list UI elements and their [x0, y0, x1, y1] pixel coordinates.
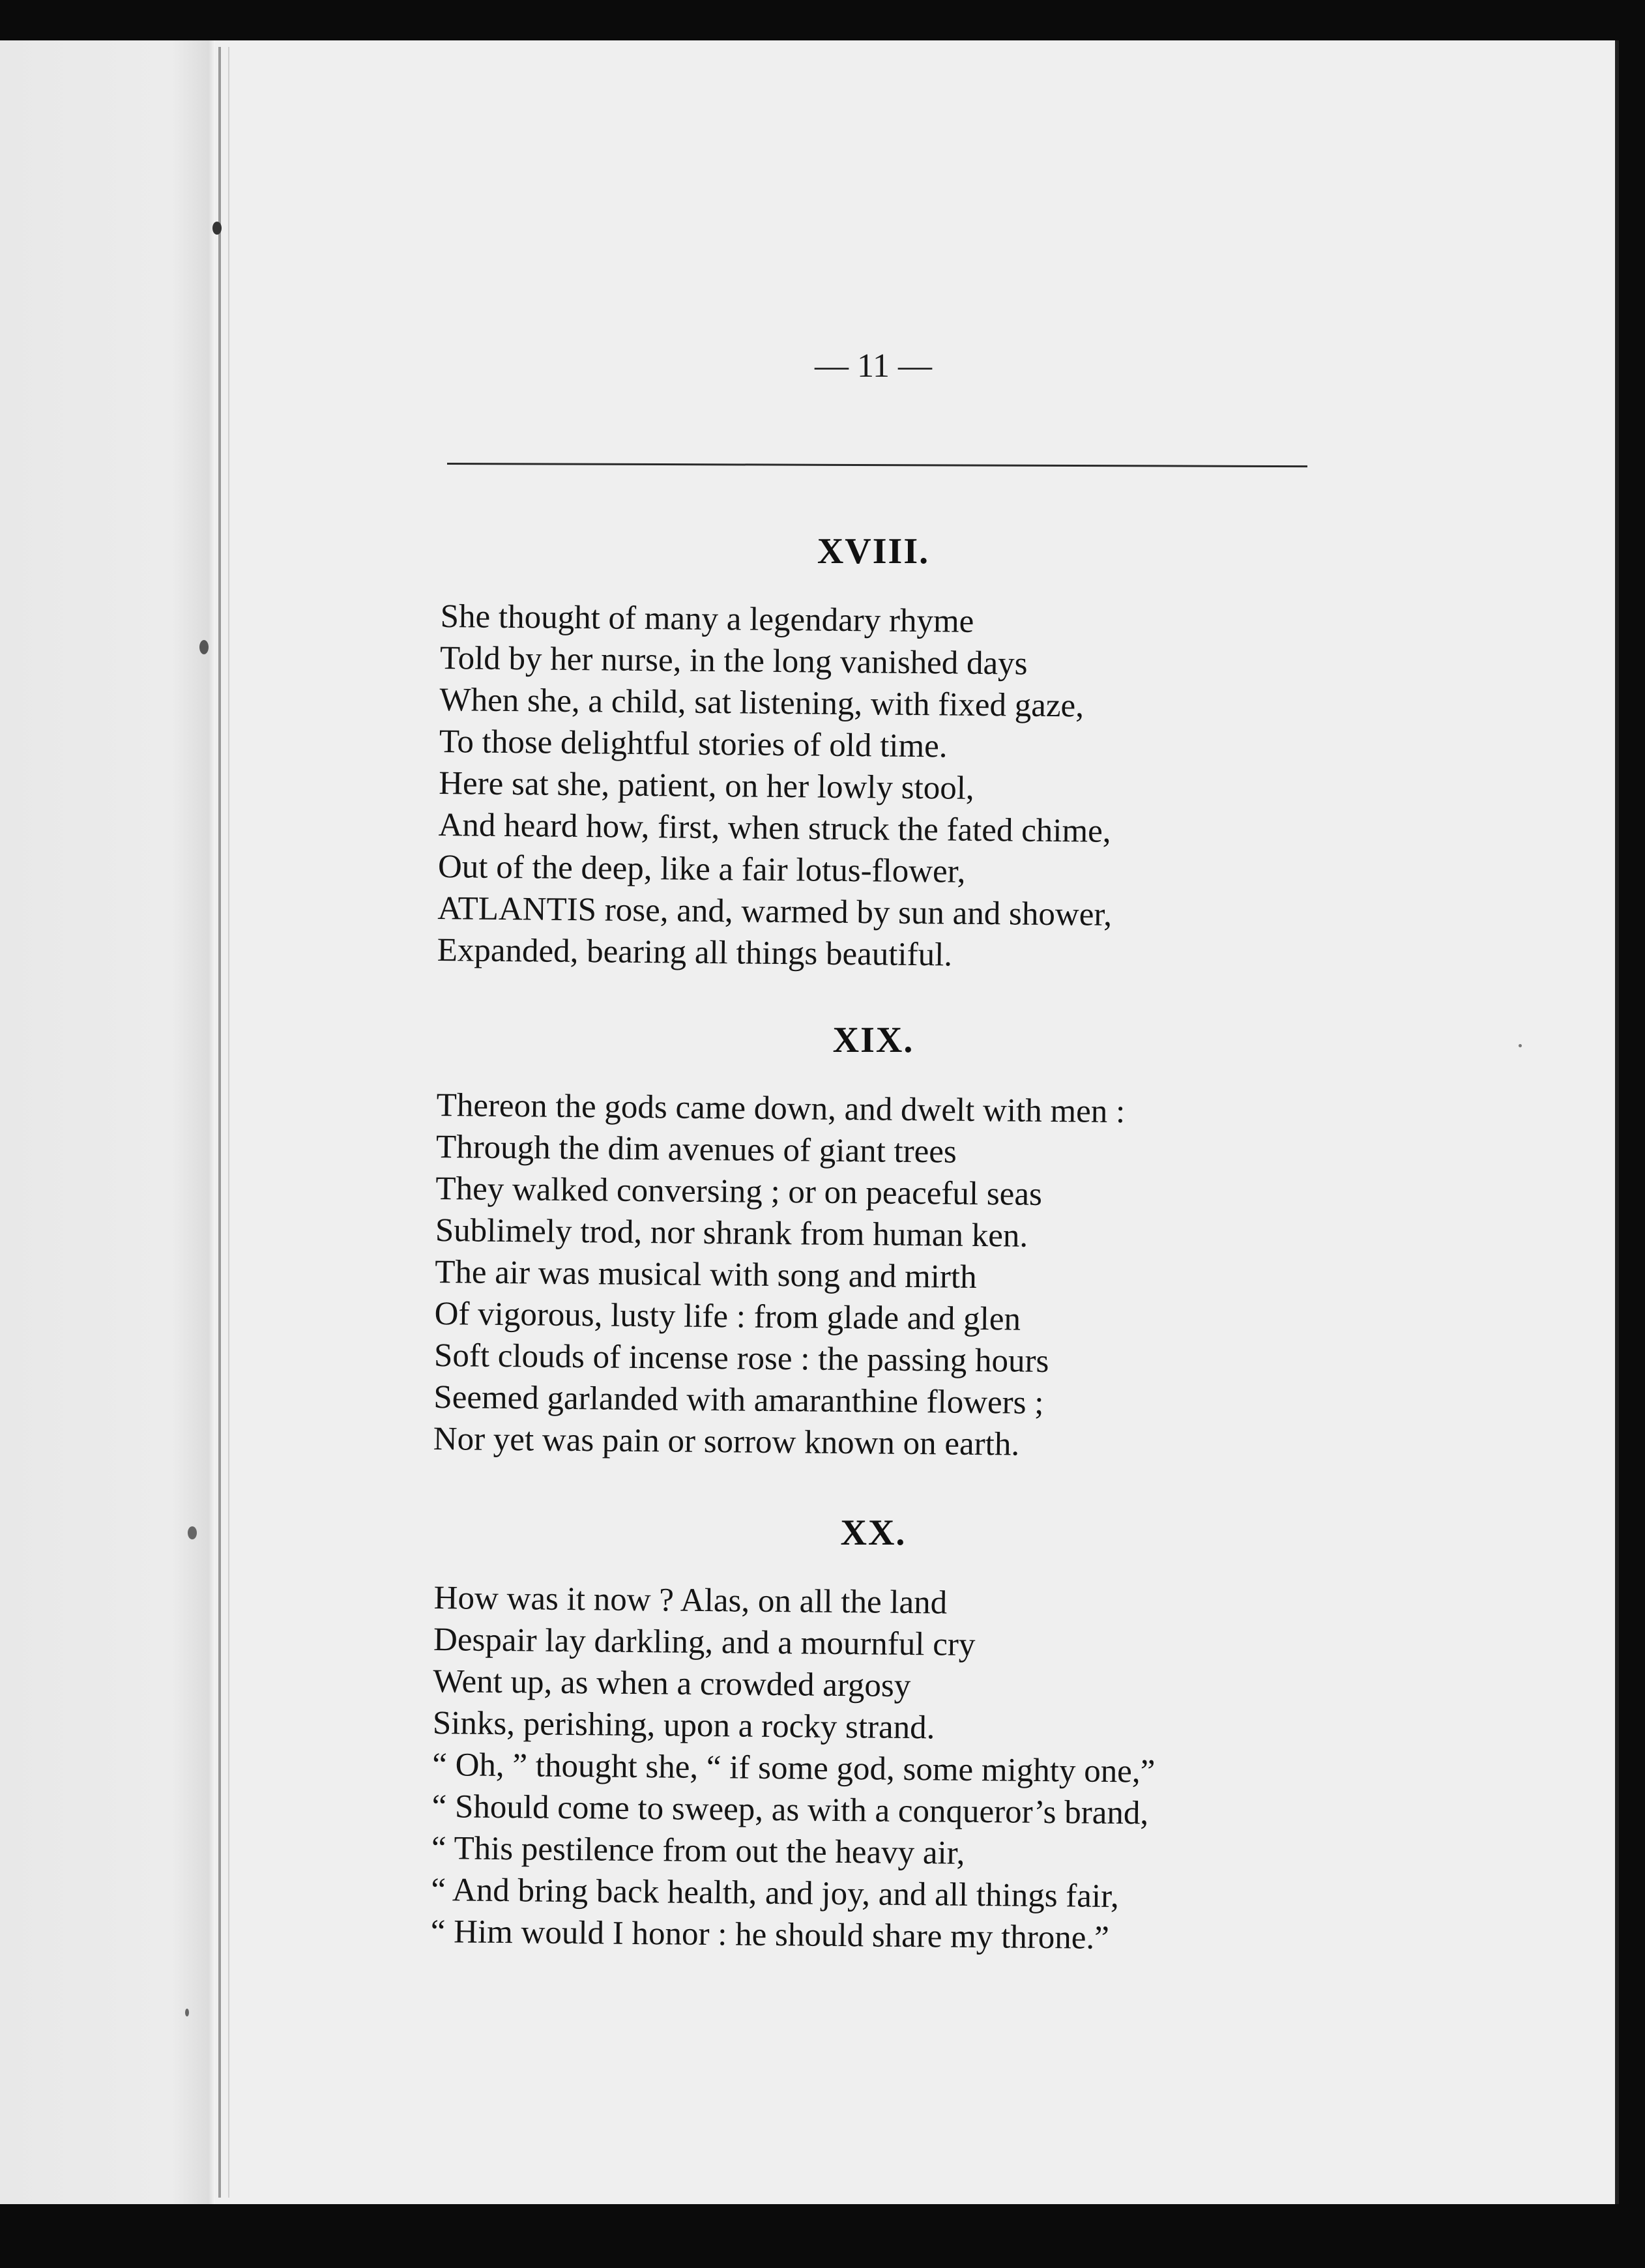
- stanza-heading-xix: XIX.: [832, 1020, 914, 1060]
- verse-line: “ Oh, ” thought she, “ if some god, some mighty one,”: [431, 1746, 1156, 1790]
- verse-line: “ Should come to sweep, as with a conqueror’s brand,: [431, 1788, 1149, 1832]
- verse-line: Seemed garlanded with amaranthine flowers ;: [433, 1378, 1044, 1421]
- page-number: — 11 —: [814, 347, 933, 385]
- verse-line: Told by her nurse, in the long vanished days: [439, 639, 1028, 682]
- verse-line: Nor yet was pain or sorrow known on earth.: [433, 1420, 1020, 1463]
- verse-line: Out of the deep, like a fair lotus-flower,: [437, 848, 966, 890]
- verse-line: Here sat she, patient, on her lowly stool,: [438, 764, 974, 807]
- verse-line: Thereon the gods came down, and dwelt with men :: [436, 1086, 1126, 1131]
- scan-speck: [185, 2009, 189, 2016]
- stanza-heading-xviii: XVIII.: [817, 531, 930, 572]
- scan-speck: [212, 222, 222, 235]
- header-rule: [447, 463, 1307, 467]
- stanza-heading-xx: XX.: [840, 1513, 907, 1553]
- scan-speck: [1519, 1044, 1522, 1047]
- verse-line: Sublimely trod, nor shrank from human ken.: [435, 1212, 1028, 1255]
- verse-line: Through the dim avenues of giant trees: [435, 1128, 957, 1170]
- scanned-page: [0, 40, 1619, 2204]
- stanza-xix: [433, 1084, 1125, 1466]
- verse-line: Expanded, bearing all things beautiful.: [437, 931, 953, 974]
- page-fold-shadow: [0, 40, 215, 2204]
- stanza-xviii: [437, 596, 1114, 978]
- verse-line: When she, a child, sat listening, with fixed gaze,: [439, 681, 1085, 725]
- verse-line: The air was musical with song and mirth: [434, 1253, 977, 1296]
- verse-line: Sinks, perishing, upon a rocky strand.: [432, 1704, 935, 1747]
- verse-line: Despair lay darkling, and a mournful cry: [433, 1621, 976, 1663]
- verse-line: How was it now ? Alas, on all the land: [433, 1579, 948, 1621]
- verse-line: To those delightful stories of old time.: [439, 723, 948, 765]
- verse-line: And heard how, first, when struck the fated chime,: [438, 806, 1111, 850]
- verse-line: “ Him would I honor : he should share my throne.”: [430, 1913, 1110, 1956]
- verse-line: Of vigorous, lusty life : from glade and glen: [434, 1295, 1021, 1338]
- binding-crease-highlight: [228, 47, 229, 2198]
- verse-line: She thought of many a legendary rhyme: [440, 598, 974, 640]
- binding-crease: [218, 47, 221, 2198]
- verse-line: “ This pestilence from out the heavy air,: [431, 1829, 965, 1872]
- verse-line: Soft clouds of incense rose : the passing hours: [433, 1337, 1049, 1380]
- scan-speck: [188, 1526, 197, 1539]
- scan-speck: [199, 640, 209, 654]
- verse-line: “ And bring back health, and joy, and all things fair,: [431, 1871, 1120, 1915]
- stanza-xx: [430, 1577, 1157, 1960]
- verse-line: They walked conversing ; or on peaceful seas: [435, 1170, 1043, 1213]
- verse-line: Went up, as when a crowded argosy: [433, 1663, 911, 1705]
- verse-line-atlantis: ATLANTIS rose, and, warmed by sun and shower,: [437, 890, 1113, 933]
